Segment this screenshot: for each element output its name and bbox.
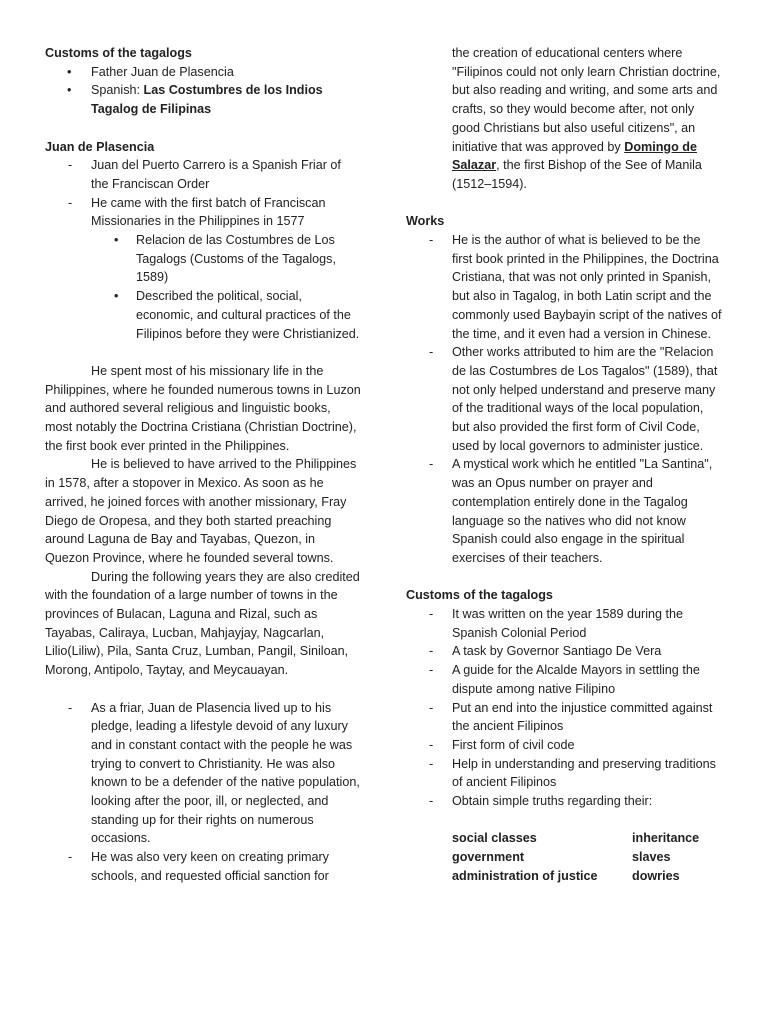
dash-item: - He was also very keen on creating primary schools, and requested official sanction for (45, 848, 361, 885)
table-row (452, 867, 724, 886)
paragraph-towns: During the following years they are also credited with the foundation of a large number of towns in the provinces of Bulacan, Laguna and Rizal, such as Tayabas, Caliraya, Lucban, Mahjayjay, Nagcarlan, Lilio(Liliw), Pila, Santa Cruz, Lumban, Pangil, Siniloan, Morong, Antipolo, Taytay, and Meycauayan. (45, 569, 360, 678)
dash-item: - A task by Governor Santiago De Vera (406, 642, 724, 661)
dash-item: - Help in understanding and preserving traditions of ancient Filipinos (406, 755, 724, 792)
sub-bullet-item: • Relacion de las Costumbres de Los Tagalogs (Customs of the Tagalogs, 1589) (45, 231, 361, 287)
plasencia-list (45, 156, 361, 231)
bullet-item: • Father Juan de Plasencia (45, 63, 361, 82)
continued-text: the creation of educational centers where "Filipinos could not only learn Christian doctrine, but also reading and writing, and some arts and crafts, so they would become after, not only good Christians but also useful citizens", an initiative that was approved by (452, 46, 721, 154)
table-cell: dowries (632, 868, 680, 883)
left-column (45, 44, 361, 886)
table-cell: inheritance (632, 831, 700, 846)
customs-list (406, 605, 724, 811)
dash-item: - It was written on the year 1589 during the Spanish Colonial Period (406, 605, 724, 642)
dash-item: - A guide for the Alcalde Mayors in settling the dispute among native Filipino (406, 661, 724, 698)
table-cell: slaves (632, 850, 671, 865)
dash-item: - Other works attributed to him are the "Relacion de las Costumbres de Los Tagalos" (1589), that not only helped understand and preserve many of the traditional ways of the local population, but also provided the first form of Civil Code, used by local governors to administer justice. (406, 343, 724, 455)
right-column (406, 44, 724, 886)
continued-text-end: , the first Bishop of the See of Manila (1512–1594). (452, 158, 702, 191)
table-cell: government (452, 850, 525, 865)
friar-list (45, 699, 361, 886)
plasencia-heading: Juan de Plasencia (45, 139, 155, 154)
bullet-bold-title: Las Costumbres de los Indios Tagalog de Filipinas (91, 83, 323, 117)
works-list (406, 231, 724, 568)
dash-item: - He is the author of what is believed to be the first book printed in the Philippines, the Doctrina Cristiana, that was not only printed in Spanish, but also in Tagalog, in both Latin script and the commonly used Baybayin script of the natives of the time, and it even had a version in Chinese. (406, 231, 724, 343)
table-row (452, 829, 724, 848)
dash-item: - Juan del Puerto Carrero is a Spanish Friar of the Franciscan Order (45, 156, 361, 193)
dash-item-text: He came with the first batch of Franciscan Missionaries in the Philippines in 1577 (91, 195, 326, 229)
works-heading: Works (406, 214, 445, 229)
bullet-prefix: Spanish: (91, 83, 144, 98)
paragraph-arrival: He is believed to have arrived to the Philippines in 1578, after a stopover in Mexico. As soon as he arrived, he joined forces with another missionary, Fray Diego de Oropesa, and they both started preaching around Laguna de Bay and Tayabas, Quezon, in Quezon Province, where he founded several towns. (45, 457, 357, 565)
paragraph-missionary-life: He spent most of his missionary life in the Philippines, where he founded numerous towns in Luzon and authored several religious and linguistic books, most notably the Doctrina Cristiana (Christian Doctrine), the first book ever printed in the Philippines. (45, 363, 361, 453)
table-row (452, 848, 724, 867)
dash-item: - As a friar, Juan de Plasencia lived up to his pledge, leading a lifestyle devoid of any luxury and in constant contact with the people he was trying to convert to Christianity. He was also known to be a defender of the native population, looking after the poor, ill, or neglected, and standing up for their rights on numerous occasions. (45, 699, 361, 849)
truths-table (452, 829, 724, 885)
dash-item (45, 194, 361, 231)
customs-bullets (45, 63, 361, 119)
dash-item: - Obtain simple truths regarding their: (406, 792, 724, 811)
bullet-item (45, 81, 361, 118)
domingo-de-salazar-link[interactable]: Domingo de Salazar (452, 139, 697, 173)
table-cell: social classes (452, 831, 537, 846)
customs-tagalogs-heading: Customs of the tagalogs (406, 588, 553, 603)
customs-heading: Customs of the tagalogs (45, 46, 192, 60)
dash-item: - A mystical work which he entitled "La Santina", was an Opus number on prayer and contemplation entirely done in the Tagalog language so the natives who did not know Spanish could also engage in the spiritual exercises of their teachers. (406, 455, 724, 567)
dash-item: - First form of civil code (406, 736, 724, 755)
table-cell: administration of justice (452, 868, 598, 883)
dash-item: - Put an end into the injustice committed against the ancient Filipinos (406, 699, 724, 736)
sub-bullet-item: • Described the political, social, economic, and cultural practices of the Filipinos before they were Christianized. (45, 287, 361, 343)
plasencia-sublist (45, 231, 361, 343)
continued-paragraph (406, 44, 724, 194)
